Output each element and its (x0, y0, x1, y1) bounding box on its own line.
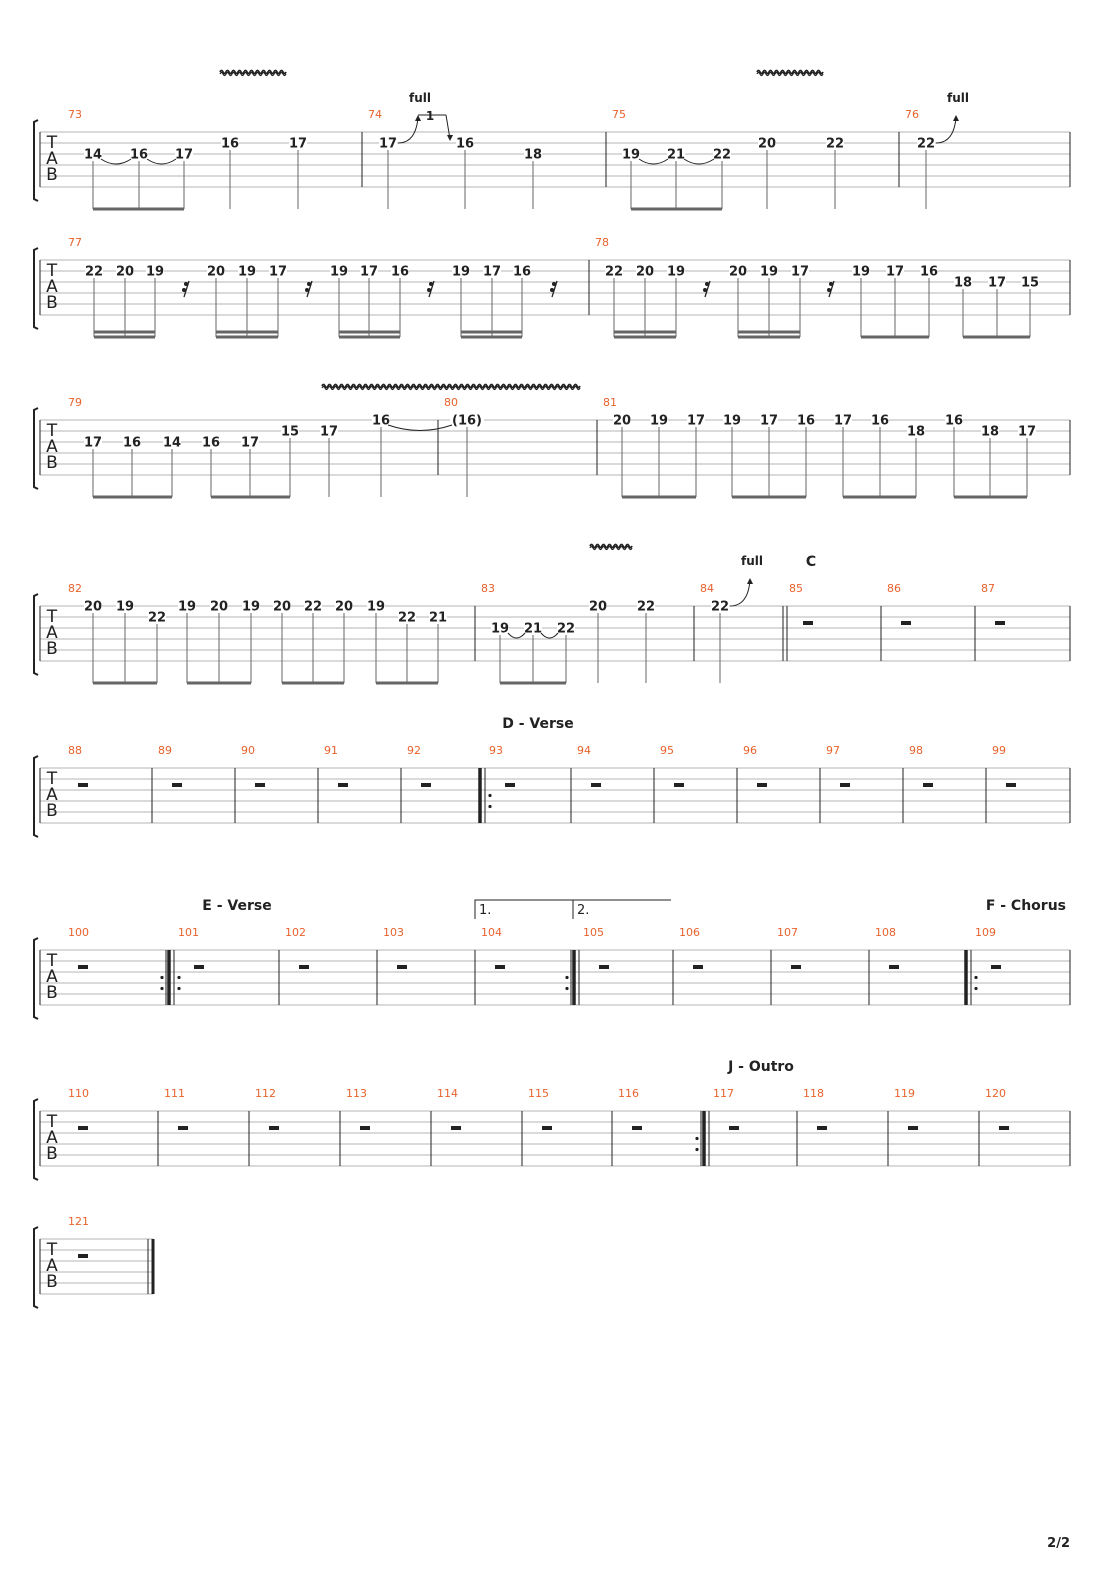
fret-number: 19 (241, 599, 261, 615)
bend-arrow (953, 115, 959, 121)
repeat-dot (160, 976, 163, 979)
tab-clef-letter: T (46, 1112, 58, 1132)
fret-number: 17 (1017, 424, 1037, 440)
fret-number: 14 (83, 147, 103, 163)
fret-number: 16 (371, 413, 391, 429)
measure-number: 104 (481, 926, 502, 939)
fret-number: 17 (174, 147, 194, 163)
measure-number: 74 (368, 108, 382, 121)
fret-number: 16 (944, 413, 964, 429)
measure-number: 105 (583, 926, 604, 939)
whole-rest (542, 1126, 552, 1130)
system-bracket (34, 1227, 38, 1308)
release-arrow (447, 135, 453, 141)
fret-number: 18 (980, 424, 1000, 440)
fret-number: 21 (523, 621, 543, 637)
tab-clef-letter: B (46, 293, 58, 313)
fret-number: 21 (428, 610, 448, 626)
tab-clef-letter: B (46, 453, 58, 473)
fret-number: 17 (240, 435, 260, 451)
slur (541, 633, 558, 638)
measure-number: 78 (595, 236, 609, 249)
measure-number: 73 (68, 108, 82, 121)
measure-number: 102 (285, 926, 306, 939)
measure-number: 113 (346, 1087, 367, 1100)
fret-number: 16 (455, 136, 475, 152)
whole-rest (908, 1126, 918, 1130)
whole-rest (78, 783, 88, 787)
repeat-dot (695, 1137, 698, 1140)
measure-number: 80 (444, 396, 458, 409)
fret-number: 17 (378, 136, 398, 152)
bend-curve (936, 117, 956, 143)
measure-number: 75 (612, 108, 626, 121)
fret-number: 17 (83, 435, 103, 451)
whole-rest (840, 783, 850, 787)
fret-number: 18 (953, 275, 973, 291)
measure-number: 81 (603, 396, 617, 409)
tab-clef-letter: T (46, 769, 58, 789)
bend-curve (730, 580, 750, 606)
whole-rest (451, 1126, 461, 1130)
tab-clef-letter: A (46, 623, 58, 643)
bend-label: full (741, 554, 763, 568)
fret-number: 20 (612, 413, 632, 429)
sixteenth-rest-dot (552, 282, 556, 286)
measure-number: 100 (68, 926, 89, 939)
fret-number: 19 (759, 264, 779, 280)
whole-rest (178, 1126, 188, 1130)
measure-number: 114 (437, 1087, 458, 1100)
measure-number: 85 (789, 582, 803, 595)
fret-number: 19 (490, 621, 510, 637)
system-bracket (34, 1099, 38, 1180)
repeat-dot (974, 987, 977, 990)
measure-number: 84 (700, 582, 714, 595)
measure-number: 95 (660, 744, 674, 757)
sixteenth-rest-dot (703, 288, 707, 292)
measure-number: 92 (407, 744, 421, 757)
fret-number: 20 (206, 264, 226, 280)
tab-clef-letter: A (46, 1256, 58, 1276)
fret-number: (16) (452, 413, 482, 429)
whole-rest (901, 621, 911, 625)
fret-number: 19 (237, 264, 257, 280)
section-label: E - Verse (202, 898, 272, 914)
fret-number: 19 (621, 147, 641, 163)
sixteenth-rest-dot (307, 282, 311, 286)
whole-rest (495, 965, 505, 969)
whole-rest (923, 783, 933, 787)
whole-rest (269, 1126, 279, 1130)
fret-number: 16 (201, 435, 221, 451)
tab-clef-letter: B (46, 801, 58, 821)
measure-number: 115 (528, 1087, 549, 1100)
repeat-dot (565, 987, 568, 990)
measure-number: 108 (875, 926, 896, 939)
tab-clef-letter: T (46, 261, 58, 281)
measure-number: 94 (577, 744, 591, 757)
whole-rest (729, 1126, 739, 1130)
fret-number: 14 (162, 435, 182, 451)
fret-number: 19 (329, 264, 349, 280)
whole-rest (803, 621, 813, 625)
section-label: F - Chorus (985, 898, 1066, 914)
section-label: C (805, 554, 817, 570)
repeat-dot (974, 976, 977, 979)
measure-number: 77 (68, 236, 82, 249)
system-bracket (34, 756, 38, 837)
fret-number: 19 (115, 599, 135, 615)
whole-rest (889, 965, 899, 969)
bend-arrow (747, 578, 753, 584)
bend-arrow (415, 115, 421, 121)
fret-number: 20 (272, 599, 292, 615)
fret-number: 17 (319, 424, 339, 440)
measure-number: 103 (383, 926, 404, 939)
whole-rest (599, 965, 609, 969)
fret-number: 20 (83, 599, 103, 615)
fret-number: 18 (906, 424, 926, 440)
measure-number: 112 (255, 1087, 276, 1100)
measure-number: 87 (981, 582, 995, 595)
tab-clef-letter: T (46, 421, 58, 441)
measure-number: 96 (743, 744, 757, 757)
slur (508, 633, 525, 638)
fret-number: 16 (796, 413, 816, 429)
fret-number: 19 (366, 599, 386, 615)
whole-rest (299, 965, 309, 969)
whole-rest (421, 783, 431, 787)
fret-number: 17 (686, 413, 706, 429)
whole-rest (78, 965, 88, 969)
measure-number: 82 (68, 582, 82, 595)
whole-rest (1006, 783, 1016, 787)
whole-rest (78, 1254, 88, 1258)
fret-number: 22 (397, 610, 417, 626)
measure-number: 76 (905, 108, 919, 121)
sixteenth-rest-dot (705, 282, 709, 286)
repeat-dot (488, 794, 491, 797)
measure-number: 79 (68, 396, 82, 409)
measure-number: 111 (164, 1087, 185, 1100)
measure-number: 116 (618, 1087, 639, 1100)
fret-number: 16 (870, 413, 890, 429)
tab-clef-letter: T (46, 133, 58, 153)
measure-number: 90 (241, 744, 255, 757)
fret-number: 20 (334, 599, 354, 615)
fret-number: 20 (588, 599, 608, 615)
measure-number: 88 (68, 744, 82, 757)
whole-rest (397, 965, 407, 969)
fret-number: 16 (129, 147, 149, 163)
system-bracket (34, 594, 38, 675)
fret-number: 22 (636, 599, 656, 615)
fret-number: 19 (722, 413, 742, 429)
whole-rest (360, 1126, 370, 1130)
fret-number: 22 (916, 136, 936, 152)
whole-rest (817, 1126, 827, 1130)
tab-clef-letter: A (46, 277, 58, 297)
tab-clef-letter: A (46, 1128, 58, 1148)
measure-number: 110 (68, 1087, 89, 1100)
bend-curve (398, 117, 418, 143)
slur (147, 159, 176, 164)
tab-clef-letter: B (46, 1272, 58, 1292)
measure-number: 93 (489, 744, 503, 757)
tab-clef-letter: A (46, 967, 58, 987)
fret-number: 17 (268, 264, 288, 280)
measure-number: 109 (975, 926, 996, 939)
whole-rest (674, 783, 684, 787)
whole-rest (338, 783, 348, 787)
sixteenth-rest-dot (427, 288, 431, 292)
measure-number: 118 (803, 1087, 824, 1100)
fret-number: 22 (556, 621, 576, 637)
tab-clef-letter: A (46, 437, 58, 457)
whole-rest (999, 1126, 1009, 1130)
bend-label: full (947, 91, 969, 105)
measure-number: 97 (826, 744, 840, 757)
slur (684, 159, 714, 164)
whole-rest (632, 1126, 642, 1130)
fret-number: 17 (833, 413, 853, 429)
fret-number: 17 (987, 275, 1007, 291)
measure-number: 86 (887, 582, 901, 595)
system-bracket (34, 938, 38, 1019)
fret-number: 19 (851, 264, 871, 280)
tab-clef-letter: A (46, 149, 58, 169)
fret-number: 16 (390, 264, 410, 280)
fret-number: 22 (303, 599, 323, 615)
whole-rest (991, 965, 1001, 969)
tab-clef-letter: T (46, 1240, 58, 1260)
slur (101, 159, 131, 164)
measure-number: 121 (68, 1215, 89, 1228)
bend-label: full (409, 91, 431, 105)
fret-number: 20 (757, 136, 777, 152)
repeat-dot (177, 987, 180, 990)
fret-number: 19 (177, 599, 197, 615)
section-label: D - Verse (502, 716, 574, 732)
system-bracket (34, 248, 38, 329)
whole-rest (194, 965, 204, 969)
sixteenth-rest-dot (827, 288, 831, 292)
tab-clef-letter: B (46, 639, 58, 659)
fret-number: 19 (145, 264, 165, 280)
measure-number: 101 (178, 926, 199, 939)
measure-number: 107 (777, 926, 798, 939)
whole-rest (757, 783, 767, 787)
whole-rest (78, 1126, 88, 1130)
fret-number: 17 (790, 264, 810, 280)
fret-number: 15 (280, 424, 300, 440)
measure-number: 91 (324, 744, 338, 757)
release-amount: 1 (425, 109, 435, 123)
fret-number: 17 (885, 264, 905, 280)
fret-number: 18 (523, 147, 543, 163)
fret-number: 17 (288, 136, 308, 152)
tab-clef-letter: A (46, 785, 58, 805)
page-number: 2/2 (1047, 1536, 1070, 1551)
measure-number: 98 (909, 744, 923, 757)
fret-number: 22 (712, 147, 732, 163)
fret-number: 22 (147, 610, 167, 626)
whole-rest (791, 965, 801, 969)
fret-number: 22 (84, 264, 104, 280)
fret-number: 17 (759, 413, 779, 429)
fret-number: 20 (115, 264, 135, 280)
measure-number: 89 (158, 744, 172, 757)
volta-number: 2. (577, 903, 590, 918)
fret-number: 19 (666, 264, 686, 280)
measure-number: 106 (679, 926, 700, 939)
tab-clef-letter: B (46, 983, 58, 1003)
repeat-dot (695, 1148, 698, 1151)
fret-number: 15 (1020, 275, 1040, 291)
measure-number: 120 (985, 1087, 1006, 1100)
fret-number: 19 (649, 413, 669, 429)
fret-number: 16 (512, 264, 532, 280)
fret-number: 17 (482, 264, 502, 280)
volta-number: 1. (479, 903, 492, 918)
system-bracket (34, 120, 38, 201)
whole-rest (693, 965, 703, 969)
sixteenth-rest-dot (429, 282, 433, 286)
whole-rest (172, 783, 182, 787)
slur (639, 159, 668, 164)
sixteenth-rest-dot (182, 288, 186, 292)
measure-number: 117 (713, 1087, 734, 1100)
fret-number: 22 (710, 599, 730, 615)
fret-number: 20 (728, 264, 748, 280)
whole-rest (505, 783, 515, 787)
fret-number: 20 (209, 599, 229, 615)
fret-number: 17 (359, 264, 379, 280)
tab-clef-letter: T (46, 607, 58, 627)
fret-number: 20 (635, 264, 655, 280)
measure-number: 119 (894, 1087, 915, 1100)
system-bracket (34, 408, 38, 489)
fret-number: 16 (122, 435, 142, 451)
tie (388, 425, 452, 431)
tab-clef-letter: B (46, 165, 58, 185)
repeat-dot (160, 987, 163, 990)
sixteenth-rest-dot (305, 288, 309, 292)
tab-clef-letter: T (46, 951, 58, 971)
fret-number: 19 (451, 264, 471, 280)
fret-number: 22 (604, 264, 624, 280)
fret-number: 21 (666, 147, 686, 163)
sixteenth-rest-dot (184, 282, 188, 286)
sixteenth-rest-dot (550, 288, 554, 292)
measure-number: 83 (481, 582, 495, 595)
whole-rest (255, 783, 265, 787)
sixteenth-rest-dot (829, 282, 833, 286)
section-label: J - Outro (728, 1059, 794, 1075)
fret-number: 22 (825, 136, 845, 152)
repeat-dot (177, 976, 180, 979)
fret-number: 16 (919, 264, 939, 280)
whole-rest (995, 621, 1005, 625)
whole-rest (591, 783, 601, 787)
repeat-dot (488, 805, 491, 808)
fret-number: 16 (220, 136, 240, 152)
measure-number: 99 (992, 744, 1006, 757)
tab-clef-letter: B (46, 1144, 58, 1164)
repeat-dot (565, 976, 568, 979)
